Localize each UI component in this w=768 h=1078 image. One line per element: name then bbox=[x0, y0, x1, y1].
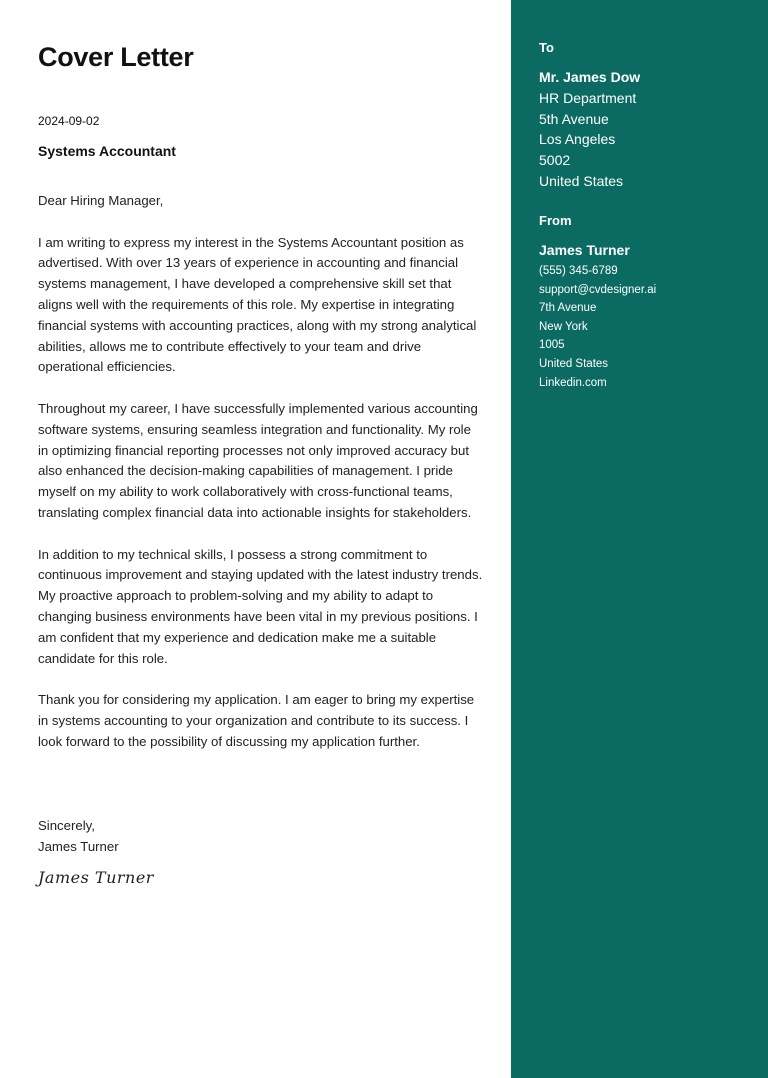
paragraph-3: In addition to my technical skills, I possess a strong commitment to continuous improvement and staying updated with the latest industry trends. My proactive approach to problem-solving and my ability to adapt to changing business environments have been vital in my previous positions. I am confident that my experience and dedication make me a suitable candidate for this role. bbox=[38, 546, 483, 666]
sender-email: support@cvdesigner.ai bbox=[539, 283, 657, 296]
paragraph-4: Thank you for considering my application. I am eager to bring my expertise in systems accounting to your organization and contribute to its success. I look forward to the possibility of discussing my application further. bbox=[38, 692, 475, 749]
salutation: Dear Hiring Manager, bbox=[38, 193, 164, 208]
sender-sidebar-name: James Turner bbox=[539, 242, 630, 258]
job-title: Systems Accountant bbox=[38, 143, 176, 159]
sender-street: 7th Avenue bbox=[539, 302, 597, 315]
sender-country: United States bbox=[539, 357, 609, 370]
sender-name: James Turner bbox=[38, 839, 119, 854]
recipient-country: United States bbox=[539, 172, 624, 189]
letter-closing bbox=[38, 815, 119, 857]
closing-phrase: Sincerely, bbox=[38, 818, 95, 833]
recipient-street: 5th Avenue bbox=[539, 110, 609, 127]
recipient-department: HR Department bbox=[539, 89, 637, 106]
sender-block bbox=[539, 241, 656, 392]
sender-city: New York bbox=[539, 320, 588, 333]
handwritten-signature: James Turner bbox=[38, 868, 154, 887]
recipient-block bbox=[539, 67, 640, 192]
recipient-name: Mr. James Dow bbox=[539, 69, 641, 85]
sender-phone: (555) 345-6789 bbox=[539, 265, 618, 277]
sender-website: Linkedin.com bbox=[539, 376, 607, 389]
letter-body bbox=[38, 191, 484, 773]
page-title: Cover Letter bbox=[38, 42, 194, 72]
sender-zip: 1005 bbox=[539, 339, 565, 352]
letter-date: 2024-09-02 bbox=[38, 114, 100, 128]
paragraph-2: Throughout my career, I have successfully implemented various accounting software systems, ensuring seamless integration and functionality. My role in optimizing financial reporting processes not only improved accuracy but also enhanced the decision-making capabilities of management. I pride myself on my ability to work collaboratively with cross-functional teams, translating complex financial data into actionable insights for stakeholders. bbox=[38, 400, 478, 520]
from-label: From bbox=[539, 213, 572, 228]
paragraph-1: I am writing to express my interest in the Systems Accountant position as advertised. With over 13 years of experience in accounting and financial systems management, I have developed a comprehensive skill set that aligns well with the requirements of this role. My expertise in integrating financial systems with accounting practices, along with my strong analytical abilities, allows me to contribute effectively to your team and drive operational efficiencies. bbox=[38, 234, 477, 375]
recipient-zip: 5002 bbox=[539, 152, 571, 169]
to-label: To bbox=[539, 40, 554, 55]
recipient-city: Los Angeles bbox=[539, 131, 616, 148]
contact-sidebar bbox=[511, 0, 768, 1078]
